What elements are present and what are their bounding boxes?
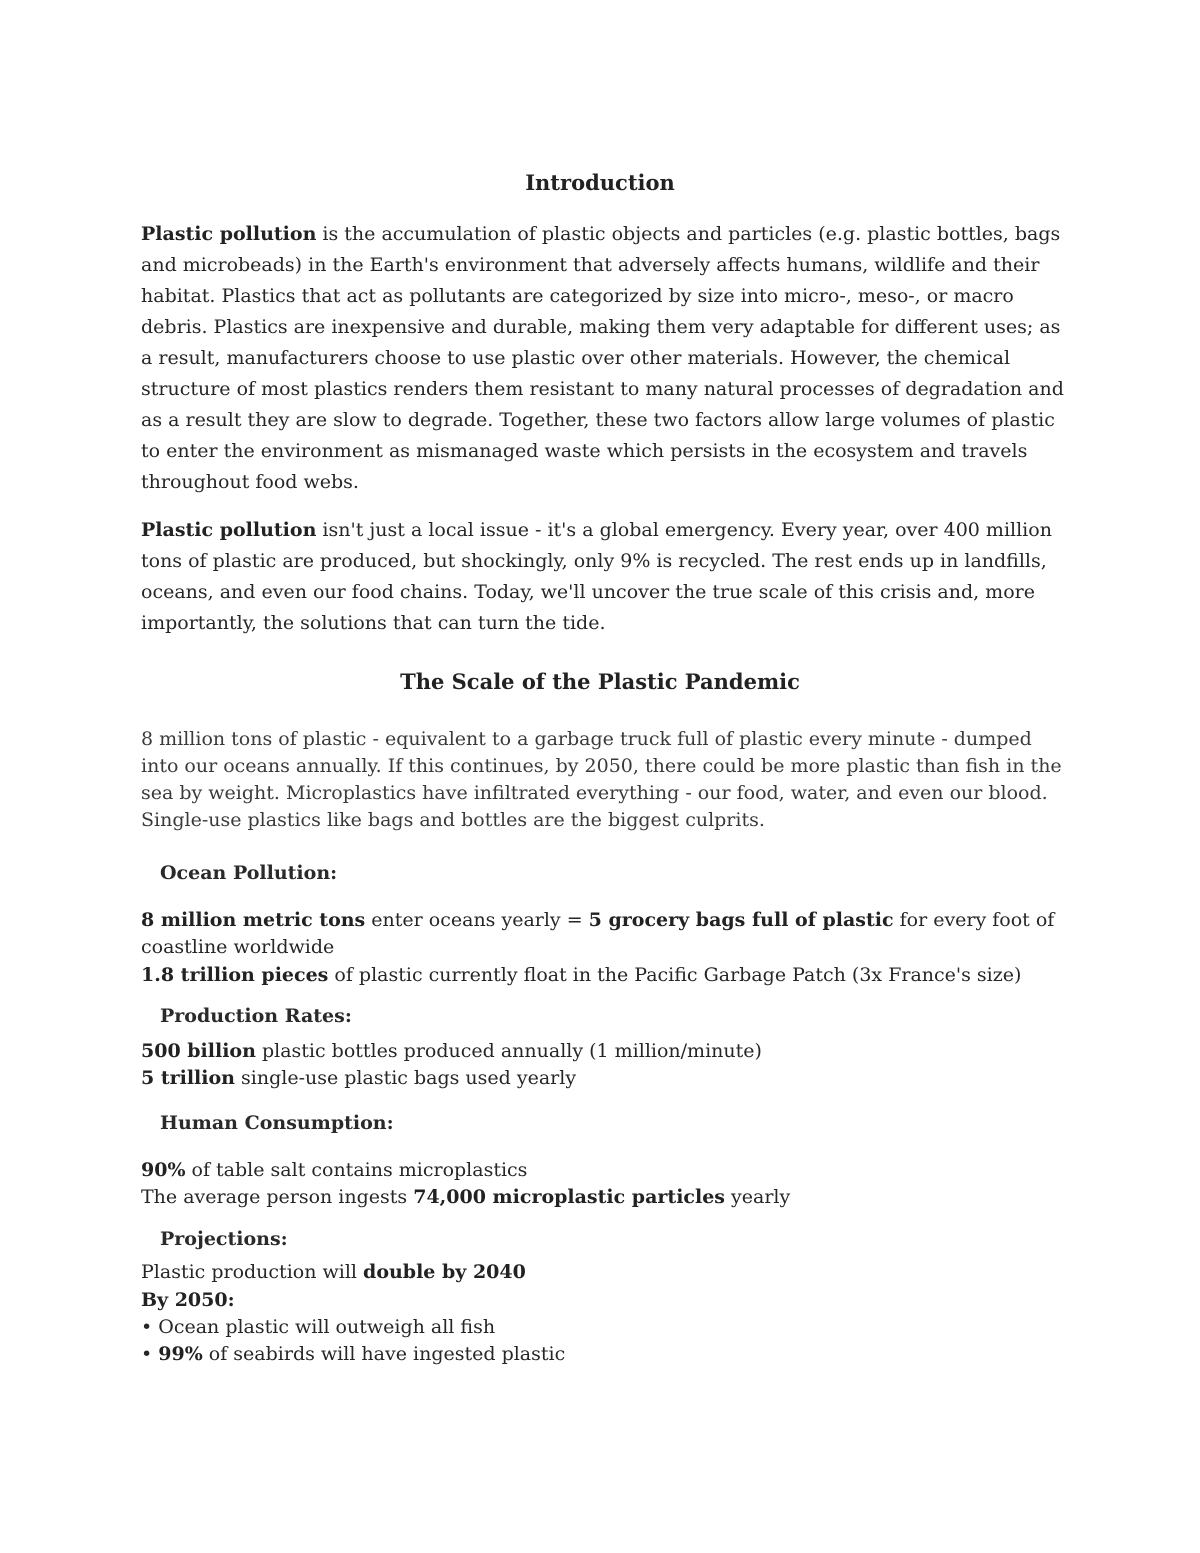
- projections-bullet-2: [141, 1341, 1071, 1368]
- intro-p2-bold: Plastic pollution: [141, 519, 317, 541]
- intro-heading: Introduction: [525, 170, 675, 195]
- human-item-1: [141, 1157, 1071, 1184]
- human-item-2-text-2: yearly: [724, 1186, 791, 1208]
- intro-paragraph-1: [141, 219, 1071, 498]
- production-item-1-text: plastic bottles produced annually (1 million/minute): [255, 1040, 762, 1062]
- ocean-item-2-bold: 1.8 trillion pieces: [141, 964, 329, 986]
- human-item-2-text-1: The average person ingests: [141, 1186, 414, 1208]
- intro-paragraph-2: [141, 515, 1071, 639]
- human-consumption-heading: Human Consumption:: [160, 1112, 394, 1134]
- production-item-1-bold: 500 billion: [141, 1040, 256, 1062]
- intro-p1-bold: Plastic pollution: [141, 223, 317, 245]
- projections-item-1-bold: double by 2040: [363, 1261, 526, 1283]
- production-item-2-bold: 5 trillion: [141, 1067, 235, 1089]
- projections-item-1: [141, 1259, 1071, 1286]
- projections-item-1-text: Plastic production will: [141, 1261, 364, 1283]
- projections-bullet-1: • Ocean plastic will outweigh all fish: [141, 1316, 496, 1338]
- ocean-item-1-text-2: for every foot of coastline worldwide: [141, 909, 1055, 958]
- human-item-2: [141, 1184, 1071, 1211]
- ocean-item-1-text-1: enter oceans yearly =: [365, 909, 589, 931]
- projections-bullet-2-text: of seabirds will have ingested plastic: [202, 1343, 566, 1365]
- projections-heading: Projections:: [160, 1228, 288, 1250]
- ocean-item-1-bold-2: 5 grocery bags full of plastic: [588, 909, 894, 931]
- intro-p1-text: is the accumulation of plastic objects and particles (e.g. plastic bottles, bags and microbeads) in the Earth's environment that adversely affects humans, wildlife and their habitat. Plastics that act as pollutants are categorized by size into micro-, meso-, or macro debris. Plastics are inexpensive and durable, making them very adaptable for different uses; as a result, manufacturers choose to use plastic over other materials. However, the chemical structure of most plastics renders them resistant to many natural processes of degradation and as a result they are slow to degrade. Together, these two factors allow large volumes of plastic to enter the environment as mismanaged waste which persists in the ecosystem and travels throughout food webs.: [141, 223, 1064, 493]
- production-item-2: [141, 1065, 1071, 1092]
- intro-p2-text: isn't just a local issue - it's a global emergency. Every year, over 400 million tons of plastic are produced, but shockingly, only 9% is recycled. The rest ends up in landfills, oceans, and even our food chains. Today, we'll uncover the true scale of this crisis and, more importantly, the solutions that can turn the tide.: [141, 519, 1052, 634]
- projections-bullet-2-prefix: •: [141, 1343, 159, 1365]
- ocean-item-1: [141, 907, 1071, 961]
- production-item-1: [141, 1038, 1071, 1065]
- human-item-1-bold: 90%: [141, 1159, 186, 1181]
- ocean-item-2: [141, 962, 1071, 989]
- production-rates-heading: Production Rates:: [160, 1005, 352, 1027]
- human-item-2-bold: 74,000 microplastic particles: [413, 1186, 725, 1208]
- projections-bullet-2-bold: 99%: [158, 1343, 203, 1365]
- scale-paragraph: 8 million tons of plastic - equivalent to a garbage truck full of plastic every minute - dumped into our oceans annually. If this continues, by 2050, there could be more plastic than fish in the sea by weight. Microplastics have infiltrated everything - our food, water, and even our blood. Single-use plastics like bags and bottles are the biggest culprits.: [141, 728, 1062, 831]
- projections-by-2050: [141, 1287, 1071, 1314]
- human-item-1-text: of table salt contains microplastics: [185, 1159, 528, 1181]
- ocean-item-2-text: of plastic currently float in the Pacific Garbage Patch (3x France's size): [328, 964, 1022, 986]
- scale-heading: The Scale of the Plastic Pandemic: [400, 669, 800, 694]
- ocean-item-1-bold-1: 8 million metric tons: [141, 909, 366, 931]
- projections-by-2050-label: By 2050:: [141, 1289, 235, 1311]
- ocean-pollution-heading: Ocean Pollution:: [160, 862, 338, 884]
- production-item-2-text: single-use plastic bags used yearly: [234, 1067, 577, 1089]
